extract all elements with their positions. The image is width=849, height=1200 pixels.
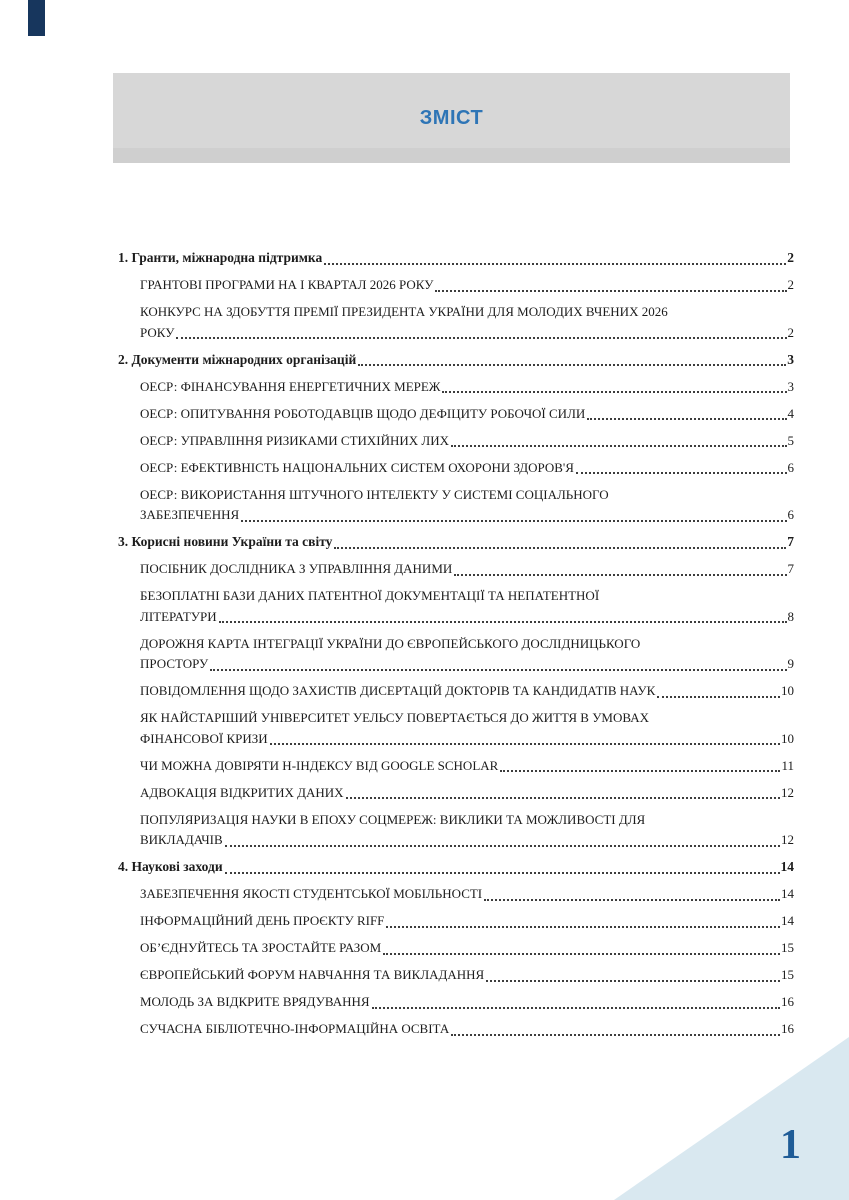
toc-entry-label: ЗАБЕЗПЕЧЕННЯ	[140, 507, 240, 522]
toc-entry-lastline	[140, 377, 794, 398]
toc-entry-label: ОЕСР: УПРАВЛІННЯ РИЗИКАМИ СТИХІЙНИХ ЛИХ	[140, 432, 450, 448]
toc-dot-leader	[451, 1034, 780, 1036]
toc-entry-label: ПРОСТОРУ	[140, 656, 209, 671]
toc-entry-label: РОКУ	[140, 324, 175, 340]
toc-entry-page-number: 7	[787, 534, 794, 549]
toc-entry-label: МОЛОДЬ ЗА ВІДКРИТЕ ВРЯДУВАННЯ	[140, 994, 370, 1009]
toc-entry-page-number: 6	[787, 507, 794, 522]
toc-entry-page-number: 15	[781, 940, 794, 955]
toc-entry[interactable]	[118, 350, 794, 371]
toc-entry-label: ФІНАНСОВОЇ КРИЗИ	[140, 730, 268, 746]
toc-entry-lastline	[140, 275, 794, 296]
toc-dot-leader	[372, 1007, 780, 1009]
toc-entry[interactable]	[118, 681, 794, 702]
toc-entry[interactable]	[118, 404, 794, 425]
toc-entry-label: ЧИ МОЖНА ДОВІРЯТИ Н-ІНДЕКСУ ВІД GOOGLE SCHOLAR	[140, 757, 499, 773]
toc-entry-page-number: 4	[787, 405, 794, 421]
toc-entry-label-line: ДОРОЖНЯ КАРТА ІНТЕГРАЦІЇ УКРАЇНИ ДО ЄВРОПЕЙСЬКОГО ДОСЛІДНИЦЬКОГО	[140, 635, 641, 651]
toc-entry-label-line: ЯК НАЙСТАРІШИЙ УНІВЕРСИТЕТ УЕЛЬСУ ПОВЕРТАЄТЬСЯ ДО ЖИТТЯ В УМОВАХ	[140, 710, 650, 725]
toc-entry-label: ВИКЛАДАЧІВ	[140, 832, 223, 847]
toc-entry[interactable]	[118, 783, 794, 804]
corner-marker	[28, 0, 45, 36]
toc-entry-lastline	[140, 783, 794, 804]
toc-entry[interactable]	[118, 884, 794, 905]
toc-dot-leader	[442, 391, 786, 393]
toc-entry[interactable]	[118, 857, 794, 878]
toc-entry-label: 2. Документи міжнародних організацій	[118, 351, 357, 367]
toc-entry-label: АДВОКАЦІЯ ВІДКРИТИХ ДАНИХ	[140, 784, 344, 800]
toc-entry-label: ОЕСР: ОПИТУВАННЯ РОБОТОДАВЦІВ ЩОДО ДЕФІЦИТУ РОБОЧОЇ СИЛИ	[140, 405, 586, 421]
toc-entry[interactable]	[118, 559, 794, 580]
toc-dot-leader	[225, 872, 780, 874]
toc-entry[interactable]	[118, 810, 794, 851]
toc-entry-label: ІНФОРМАЦІЙНИЙ ДЕНЬ ПРОЄКТУ RIFF	[140, 913, 385, 928]
toc-entry-label-line: БЕЗОПЛАТНІ БАЗИ ДАНИХ ПАТЕНТНОЇ ДОКУМЕНТАЦІЇ ТА НЕПАТЕНТНОЇ	[140, 588, 600, 603]
toc-entry-page-number: 5	[787, 432, 794, 448]
toc-entry[interactable]	[118, 431, 794, 452]
toc-entry-page-number: 16	[781, 1021, 794, 1036]
toc-dot-leader	[576, 472, 787, 474]
toc-entry[interactable]	[118, 911, 794, 932]
toc-dot-leader	[486, 980, 780, 982]
toc-entry-lastline	[140, 911, 794, 932]
toc-dot-leader	[386, 926, 780, 928]
toc-entry-page-number: 10	[781, 730, 794, 746]
toc-entry-label-line: ОЕСР: ВИКОРИСТАННЯ ШТУЧНОГО ІНТЕЛЕКТУ У СИСТЕМІ СОЦІАЛЬНОГО	[140, 486, 609, 502]
toc-entry-lastline	[118, 532, 794, 553]
toc-entry-page-number: 14	[780, 859, 794, 874]
toc-list	[118, 248, 794, 1046]
toc-entry-label: 4. Наукові заходи	[118, 859, 223, 874]
toc-entry[interactable]	[118, 965, 794, 986]
toc-entry-lastline	[140, 830, 794, 851]
toc-dot-leader	[358, 364, 786, 366]
toc-entry[interactable]	[118, 377, 794, 398]
toc-dot-leader	[451, 445, 786, 447]
toc-entry[interactable]	[118, 938, 794, 959]
toc-entry[interactable]	[118, 756, 794, 777]
toc-dot-leader	[454, 574, 786, 576]
toc-entry[interactable]	[118, 302, 794, 343]
toc-entry[interactable]	[118, 1019, 794, 1040]
toc-entry-page-number: 2	[787, 277, 794, 292]
toc-entry-lastline	[140, 992, 794, 1013]
toc-entry[interactable]	[118, 634, 794, 675]
toc-entry-page-number: 14	[781, 886, 794, 901]
toc-entry-lastline	[140, 884, 794, 905]
toc-entry-lastline	[118, 857, 794, 878]
toc-entry-page-number: 12	[781, 832, 794, 847]
toc-entry-lastline	[118, 248, 794, 269]
toc-entry-lastline	[140, 729, 794, 750]
toc-dot-leader	[219, 621, 787, 623]
toc-dot-leader	[435, 290, 786, 292]
toc-dot-leader	[657, 696, 780, 698]
toc-entry-lastline	[140, 756, 794, 777]
toc-dot-leader	[500, 770, 780, 772]
toc-dot-leader	[324, 263, 786, 265]
toc-entry-label: ЛІТЕРАТУРИ	[140, 608, 217, 624]
toc-entry-lastline	[140, 681, 794, 702]
toc-entry-label: ОБ’ЄДНУЙТЕСЬ ТА ЗРОСТАЙТЕ РАЗОМ	[140, 940, 382, 955]
toc-entry-label: 3. Корисні новини України та світу	[118, 534, 333, 549]
corner-triangle	[614, 1037, 849, 1200]
toc-entry[interactable]	[118, 275, 794, 296]
banner-bottom-strip	[113, 148, 790, 163]
toc-entry-label-line: ПОПУЛЯРИЗАЦІЯ НАУКИ В ЕПОХУ СОЦМЕРЕЖ: ВИКЛИКИ ТА МОЖЛИВОСТІ ДЛЯ	[140, 811, 646, 827]
toc-entry-lastline	[140, 559, 794, 580]
toc-entry[interactable]	[118, 586, 794, 627]
toc-entry-label: ПОСІБНИК ДОСЛІДНИКА З УПРАВЛІННЯ ДАНИМИ	[140, 561, 453, 576]
toc-entry[interactable]	[118, 992, 794, 1013]
toc-entry-label: СУЧАСНА БІБЛІОТЕЧНО-ІНФОРМАЦІЙНА ОСВІТА	[140, 1021, 450, 1036]
toc-entry-lastline	[140, 1019, 794, 1040]
toc-entry-lastline	[140, 404, 794, 425]
toc-entry-page-number: 10	[781, 683, 794, 698]
toc-entry-page-number: 3	[787, 351, 794, 367]
toc-dot-leader	[241, 520, 786, 522]
toc-heading-banner	[113, 73, 790, 163]
toc-entry-page-number: 2	[787, 250, 794, 265]
toc-entry-label: ОЕСР: ЕФЕКТИВНІСТЬ НАЦІОНАЛЬНИХ СИСТЕМ ОХОРОНИ ЗДОРОВ'Я	[140, 459, 574, 475]
toc-dot-leader	[587, 418, 786, 420]
toc-dot-leader	[176, 337, 786, 339]
toc-entry-lastline	[118, 350, 794, 371]
toc-entry-page-number: 8	[787, 608, 794, 624]
toc-entry[interactable]	[118, 485, 794, 526]
toc-entry-lastline	[140, 938, 794, 959]
toc-entry-lastline	[140, 323, 794, 344]
toc-entry-page-number: 3	[787, 378, 794, 394]
toc-dot-leader	[225, 845, 780, 847]
toc-entry[interactable]	[118, 248, 794, 269]
toc-entry-page-number: 7	[787, 561, 794, 576]
toc-entry[interactable]	[118, 458, 794, 479]
page-number: 1	[780, 1122, 801, 1168]
toc-dot-leader	[270, 743, 780, 745]
toc-dot-leader	[484, 899, 780, 901]
toc-entry-label: ОЕСР: ФІНАНСУВАННЯ ЕНЕРГЕТИЧНИХ МЕРЕЖ	[140, 378, 441, 394]
toc-entry-page-number: 2	[787, 324, 794, 340]
toc-entry-lastline	[140, 458, 794, 479]
toc-dot-leader	[383, 953, 780, 955]
toc-entry-page-number: 16	[781, 994, 794, 1009]
toc-entry-page-number: 9	[787, 656, 794, 671]
toc-entry-page-number: 12	[781, 784, 794, 800]
toc-entry-label: ГРАНТОВІ ПРОГРАМИ НА І КВАРТАЛ 2026 РОКУ	[140, 277, 434, 292]
toc-entry-lastline	[140, 607, 794, 628]
toc-entry-page-number: 6	[787, 459, 794, 475]
toc-entry-label: ЗАБЕЗПЕЧЕННЯ ЯКОСТІ СТУДЕНТСЬКОЇ МОБІЛЬНОСТІ	[140, 886, 483, 901]
toc-entry-label: ПОВІДОМЛЕННЯ ЩОДО ЗАХИСТІВ ДИСЕРТАЦІЙ ДОКТОРІВ ТА КАНДИДАТІВ НАУК	[140, 683, 656, 698]
toc-entry-label: 1. Гранти, міжнародна підтримка	[118, 250, 323, 265]
toc-entry-lastline	[140, 431, 794, 452]
toc-entry-lastline	[140, 505, 794, 526]
toc-entry-label-line: КОНКУРС НА ЗДОБУТТЯ ПРЕМІЇ ПРЕЗИДЕНТА УКРАЇНИ ДЛЯ МОЛОДИХ ВЧЕНИХ 2026	[140, 304, 668, 319]
toc-entry[interactable]	[118, 708, 794, 749]
toc-dot-leader	[210, 669, 786, 671]
toc-entry-label: ЄВРОПЕЙСЬКИЙ ФОРУМ НАВЧАННЯ ТА ВИКЛАДАННЯ	[140, 967, 485, 982]
toc-dot-leader	[346, 797, 780, 799]
page-title: ЗМІСТ	[419, 106, 484, 129]
toc-entry[interactable]	[118, 532, 794, 553]
toc-entry-page-number: 11	[781, 757, 794, 773]
toc-entry-lastline	[140, 654, 794, 675]
toc-dot-leader	[334, 547, 786, 549]
toc-entry-page-number: 14	[781, 913, 794, 928]
toc-entry-page-number: 15	[781, 967, 794, 982]
toc-entry-lastline	[140, 965, 794, 986]
